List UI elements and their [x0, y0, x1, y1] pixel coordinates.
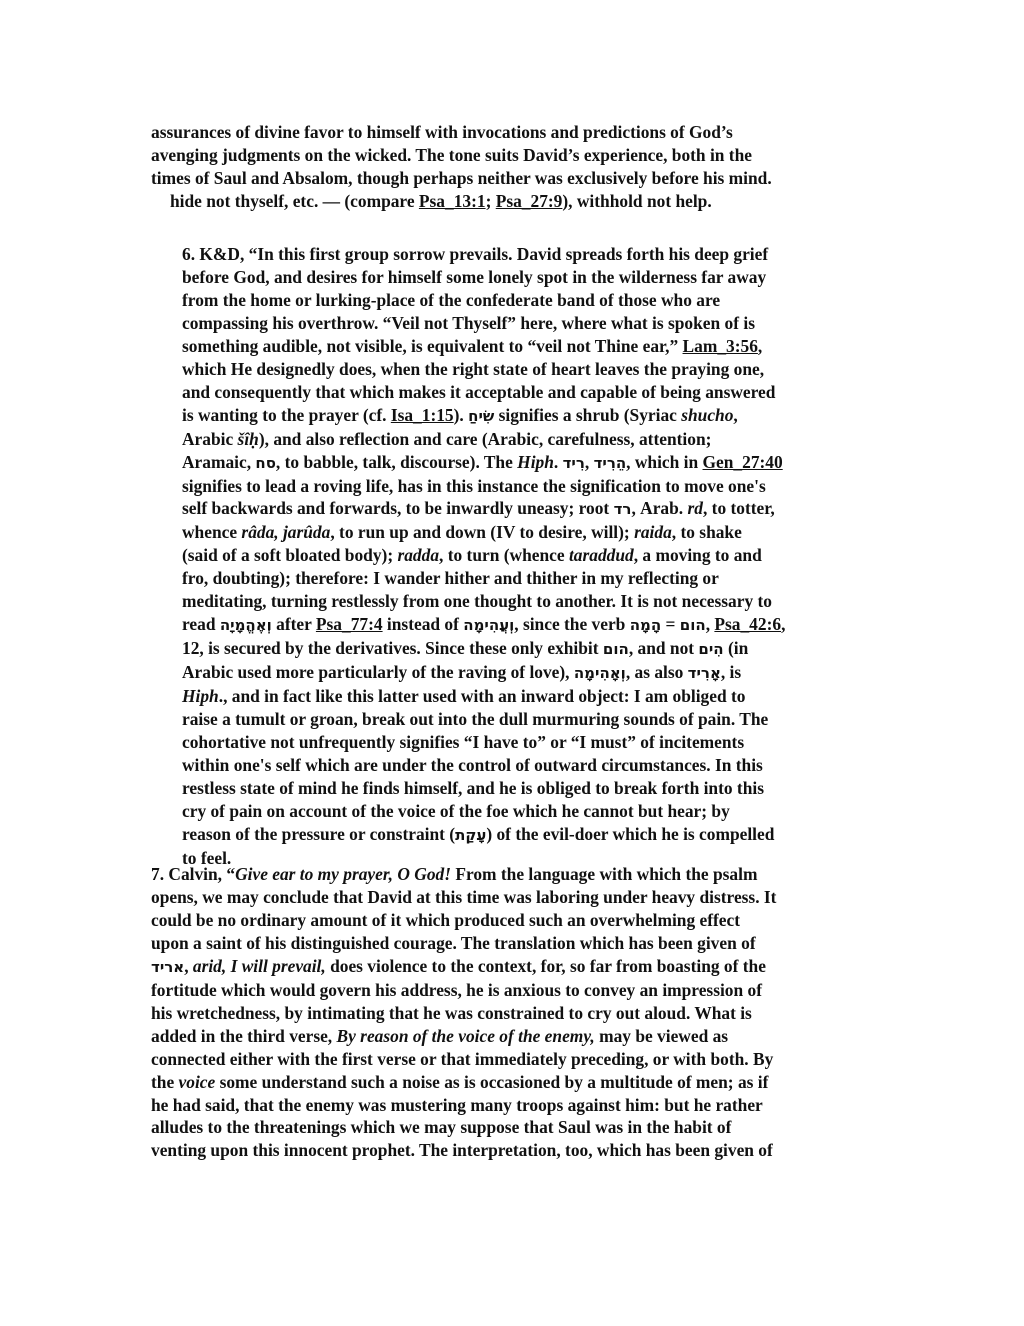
text-run: (in [723, 638, 749, 659]
text-line [182, 823, 882, 847]
text-line: restless state of mind he finds himself, and he is obliged to break forth into this [182, 777, 764, 798]
scripture-link[interactable]: Isa_1:15 [390, 404, 454, 425]
text-line [182, 544, 882, 567]
text-line: connected either with the first verse or that immediately preceding, or with both. By [151, 1048, 774, 1069]
text-run: ), and also reflection and care (Arabic, carefulness, attention; [258, 428, 712, 449]
text-line: upon a saint of his distinguished courage. The translation which has been given of [151, 932, 756, 953]
text-run: , Arab. [631, 498, 688, 519]
text-line: signifies to lead a roving life, has in this instance the signification to move one's [182, 475, 766, 496]
text-run: self backwards and forwards, to be inwardly uneasy; root [182, 498, 614, 519]
text-line: fortitude which would govern his address, he is anxious to convey an impression of [151, 979, 762, 1000]
text-run: the [151, 1071, 179, 1092]
text-line [151, 1025, 891, 1048]
hebrew-word: הָמָה [629, 616, 662, 635]
text-run: (said of a soft bloated body); [182, 545, 398, 566]
text-run: , since the verb [514, 614, 630, 635]
text-line: cohortative not unfrequently signifies “I have to” or “I must” of incitements [182, 732, 745, 753]
italic-quote: By reason of the voice of the enemy, [336, 1025, 595, 1046]
text-run: . [553, 451, 563, 472]
scripture-link[interactable]: Lam_3:56 [682, 335, 758, 356]
text-run: , as also [625, 662, 688, 683]
text-run: , is [720, 662, 742, 683]
text-line: which He designedly does, when the right state of heart leaves the praying one, [182, 358, 765, 379]
text-line: cry of pain on account of the voice of the foe which he cannot but hear; by [182, 800, 730, 821]
text-line [151, 955, 891, 979]
hebrew-word: שִׂיחַ [468, 406, 495, 425]
hebrew-word: סח [255, 453, 276, 472]
text-line [151, 863, 891, 886]
text-run: = [661, 614, 680, 635]
text-run: after [271, 614, 316, 635]
text-line: could be no ordinary amount of it which produced such an overwhelming effect [151, 909, 741, 930]
hebrew-word: הִים [698, 640, 724, 659]
paragraph-continuation [151, 121, 891, 213]
text-run: , and not [628, 638, 699, 659]
text-line [182, 497, 882, 521]
text-run: ; [485, 190, 496, 211]
text-line: to feel. [182, 847, 232, 868]
text-run: read [182, 614, 220, 635]
italic-term: arid, I will prevail, [192, 955, 326, 976]
text-line: his wretchedness, by intimating that he was constrained to cry out aloud. What is [151, 1002, 752, 1023]
text-run: , to totter, [702, 498, 775, 519]
text-run: whence [182, 522, 242, 543]
italic-term: šîḥ [237, 428, 259, 449]
hebrew-word: רד [613, 500, 632, 519]
hebrew-word: אָרִיד [687, 664, 721, 683]
text-line: compassing his overthrow. “Veil not Thyself” here, where what is spoken of is [182, 312, 755, 333]
text-line: from the home or lurking-place of the confederate band of those who are [182, 289, 721, 310]
text-line [151, 190, 891, 213]
hebrew-word: הום [602, 640, 629, 659]
text-run: ., and in fact like this latter used with an inward object: I am obliged to [218, 686, 746, 707]
hebrew-word: הום [679, 616, 706, 635]
scripture-link[interactable]: Psa_27:9 [495, 190, 563, 211]
text-run: , [584, 451, 594, 472]
hebrew-word: אריד [151, 957, 185, 976]
hebrew-word: רִיד [562, 453, 585, 472]
italic-term: shucho [681, 404, 734, 425]
text-line: assurances of divine favor to himself with invocations and predictions of God’s [151, 122, 733, 142]
italic-term: Hiph [182, 686, 219, 707]
text-run: some understand such a noise as is occasioned by a multitude of men; as if [215, 1071, 769, 1092]
hebrew-word: עָקַת [455, 825, 487, 844]
italic-term: Hiph [517, 451, 554, 472]
text-line [182, 451, 882, 475]
text-run: Aramaic, [182, 451, 256, 472]
text-line: avenging judgments on the wicked. The tone suits David’s experience, both in the [151, 144, 752, 165]
text-line: raise a tumult or groan, break out into the dull murmuring sounds of pain. The [182, 709, 769, 730]
text-line [151, 1071, 891, 1094]
text-line [182, 335, 882, 358]
text-line: 6. K&D, “In this first group sorrow prevails. David spreads forth his deep grief [182, 244, 769, 264]
text-line: within one's self which are under the control of outward circumstances. In this [182, 754, 763, 775]
text-run: , [733, 404, 738, 425]
text-run: is wanting to the prayer (cf. [182, 404, 391, 425]
text-line: meditating, turning restlessly from one thought to another. It is not necessary to [182, 591, 772, 612]
paragraph-calvin-commentary [151, 863, 891, 1162]
text-run: , to turn (whence [439, 545, 569, 566]
text-run: signifies a shrub (Syriac [494, 404, 682, 425]
text-run: , [757, 335, 763, 356]
text-line: and consequently that which makes it acceptable and capable of being answered [182, 381, 776, 402]
hebrew-word: וְאָהִימָה [573, 664, 626, 683]
text-run: may be viewed as [594, 1025, 729, 1046]
text-line [182, 521, 882, 544]
text-run: , a moving to and [633, 545, 762, 566]
text-run: hide not thyself, etc. — (compare [170, 190, 419, 211]
text-line [182, 637, 882, 661]
text-line [182, 428, 882, 451]
text-run: Arabic [182, 428, 238, 449]
italic-term: voice [178, 1071, 216, 1092]
text-line: he had said, that the enemy was mustering many troops against him: but he rather [151, 1094, 763, 1115]
text-run: 7. Calvin, “ [151, 864, 236, 884]
text-run: 12, is secured by the derivatives. Since these only exhibit [182, 638, 603, 659]
scripture-link[interactable]: Psa_13:1 [418, 190, 486, 211]
text-line [182, 661, 882, 685]
paragraph-kd-commentary [182, 243, 882, 870]
italic-quote: Give ear to my prayer, O God! [235, 864, 451, 884]
hebrew-word: וְעֲהִימָה [463, 616, 515, 635]
text-run: , [781, 614, 786, 635]
text-run: , [705, 614, 715, 635]
text-line: alludes to the threatenings which we may suppose that Saul was in the habit of [151, 1117, 732, 1138]
text-run: Arabic used more particularly of the raving of love), [182, 662, 574, 683]
text-run: added in the third verse, [151, 1025, 337, 1046]
text-run: ). [453, 404, 469, 425]
text-run: something audible, not visible, is equivalent to “veil not Thine ear,” [182, 335, 683, 356]
text-run: , [184, 955, 193, 976]
text-line [182, 685, 882, 708]
text-line: opens, we may conclude that David at this time was laboring under heavy distress. It [151, 886, 777, 907]
text-run: , to run up and down (IV to desire, will); [330, 522, 635, 543]
hebrew-word: וְאֶהֱמָיָה [219, 616, 272, 635]
italic-term: taraddud [568, 545, 634, 566]
text-run: , to shake [671, 522, 742, 543]
text-run: reason of the pressure or constraint ( [182, 823, 456, 844]
text-run: From the language with which the psalm [450, 864, 758, 884]
italic-term: râda, jarûda [241, 522, 331, 543]
text-run: does violence to the context, for, so far from boasting of the [325, 955, 766, 976]
text-line [182, 613, 882, 637]
text-line [182, 404, 882, 428]
scripture-link[interactable]: Psa_77:4 [315, 614, 383, 635]
text-run: instead of [382, 614, 464, 635]
text-line: before God, and desires for himself some lonely spot in the wilderness far away [182, 266, 767, 287]
scripture-link[interactable]: Gen_27:40 [702, 451, 783, 472]
text-run: , to babble, talk, discourse). The [275, 451, 518, 472]
italic-term: rd [687, 498, 703, 519]
text-run: , which in [626, 451, 703, 472]
text-line: venting upon this innocent prophet. The interpretation, too, which has been given of [151, 1140, 773, 1161]
italic-term: radda [397, 545, 440, 566]
text-run: ) of the evil-doer which he is compelled [486, 823, 775, 844]
text-line: times of Saul and Absalom, though perhaps neither was exclusively before his mind. [151, 167, 772, 188]
hebrew-word: הֵרִיד [593, 453, 627, 472]
text-line: fro, doubting); therefore: I wander hither and thither in my reflecting or [182, 568, 719, 589]
scripture-link[interactable]: Psa_42:6 [714, 614, 782, 635]
italic-term: raida [634, 522, 672, 543]
text-run: ), withhold not help. [562, 190, 712, 211]
